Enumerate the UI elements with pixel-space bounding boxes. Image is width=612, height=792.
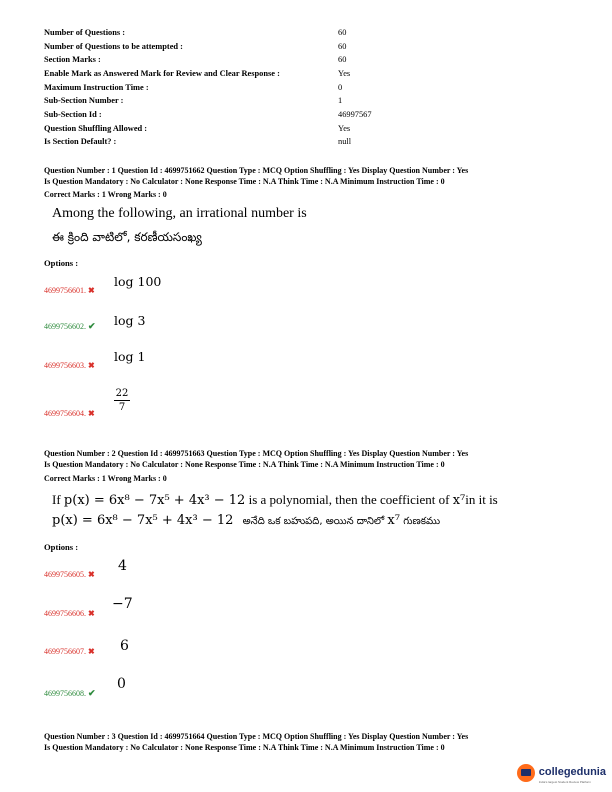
text-fragment: is a polynomial, then the coefficient of <box>248 492 450 507</box>
check-icon: ✔ <box>88 688 96 698</box>
option-id-text: 4699756604. <box>44 409 86 418</box>
polynomial: p(x) = 6x⁸ − 7x⁵ + 4x³ − 12 <box>52 513 234 528</box>
meta-value: 60 <box>338 42 347 51</box>
option-id-text: 4699756607. <box>44 647 86 656</box>
option-id <box>44 570 95 579</box>
option-id-text: 4699756606. <box>44 609 86 618</box>
option-id <box>44 361 95 370</box>
question-header: Question Number : 1 Question Id : 4699751662 Question Type : MCQ Option Shuffling : Yes Display Question Number : Yes <box>44 166 469 175</box>
meta-value: 0 <box>338 83 343 92</box>
question-marks: Correct Marks : 1 Wrong Marks : 0 <box>44 190 167 199</box>
term: x⁷ <box>452 493 466 508</box>
meta-value: 1 <box>338 96 343 105</box>
option-id-text: 4699756601. <box>44 286 86 295</box>
option-value: −7 <box>112 596 133 612</box>
meta-label: Enable Mark as Answered Mark for Review and Clear Response : <box>44 69 280 78</box>
option-value: log 3 <box>114 313 146 328</box>
polynomial: p(x) = 6x⁸ − 7x⁵ + 4x³ − 12 <box>63 493 246 508</box>
wrong-icon: ✖ <box>88 647 95 656</box>
wrong-icon: ✖ <box>88 286 95 295</box>
logo-tagline: India's largest Student Review Platform <box>538 780 592 784</box>
meta-value: Yes <box>338 124 351 133</box>
option-id-text: 4699756603. <box>44 361 86 370</box>
question-text-en <box>52 492 498 508</box>
option-fraction <box>114 388 130 413</box>
meta-value: 46997567 <box>338 110 372 119</box>
option-id <box>44 286 95 295</box>
option-id <box>44 321 96 332</box>
meta-label: Sub-Section Number : <box>44 96 124 105</box>
question-text-te <box>52 512 440 529</box>
text-fragment: in it is <box>465 492 498 507</box>
option-value: log 1 <box>114 349 146 364</box>
question-header: Question Number : 2 Question Id : 4699751663 Question Type : MCQ Option Shuffling : Yes Display Question Number : Yes <box>44 449 469 458</box>
option-id <box>44 409 95 418</box>
option-id <box>44 609 95 618</box>
option-id-text: 4699756605. <box>44 570 86 579</box>
option-id <box>44 647 95 656</box>
collegedunia-logo <box>517 762 606 784</box>
option-value: log 100 <box>114 274 162 289</box>
check-icon: ✔ <box>88 321 96 331</box>
meta-label: Question Shuffling Allowed : <box>44 124 148 133</box>
text-fragment: If <box>52 492 61 507</box>
option-value: 6 <box>120 638 129 654</box>
question-marks: Correct Marks : 1 Wrong Marks : 0 <box>44 474 167 483</box>
meta-label: Maximum Instruction Time : <box>44 83 149 92</box>
meta-value: 60 <box>338 28 347 37</box>
option-id-text: 4699756608. <box>44 689 86 698</box>
option-id-text: 4699756602. <box>44 322 86 331</box>
question-text-te: ఈ క్రింది వాటిలో, కరణీయసంఖ్య <box>52 230 202 244</box>
wrong-icon: ✖ <box>88 361 95 370</box>
wrong-icon: ✖ <box>88 409 95 418</box>
wrong-icon: ✖ <box>88 609 95 618</box>
options-label: Options : <box>44 258 79 268</box>
fraction-numerator: 22 <box>115 388 129 399</box>
text-fragment: గుణకము <box>403 516 441 527</box>
meta-value: Yes <box>338 69 351 78</box>
meta-label: Number of Questions : <box>44 28 126 37</box>
meta-value: null <box>338 137 352 146</box>
question-header: Is Question Mandatory : No Calculator : None Response Time : N.A Think Time : N.A Minimum Instruction Time : 0 <box>44 177 445 186</box>
logo-wordmark <box>539 762 606 784</box>
question-header: Question Number : 3 Question Id : 4699751664 Question Type : MCQ Option Shuffling : Yes Display Question Number : Yes <box>44 732 469 741</box>
logo-icon <box>517 764 535 782</box>
meta-label: Sub-Section Id : <box>44 110 102 119</box>
meta-label: Number of Questions to be attempted : <box>44 42 183 51</box>
logo-name: collegedunia <box>538 766 606 778</box>
option-id <box>44 688 96 699</box>
question-header: Is Question Mandatory : No Calculator : None Response Time : N.A Think Time : N.A Minimum Instruction Time : 0 <box>44 743 445 752</box>
option-value: 0 <box>117 676 126 692</box>
term: x⁷ <box>387 513 400 528</box>
option-value: 4 <box>118 558 127 574</box>
meta-value: 60 <box>338 55 347 64</box>
fraction-denominator: 7 <box>118 402 126 413</box>
question-text-en: Among the following, an irrational number is <box>52 206 307 221</box>
meta-label: Section Marks : <box>44 55 101 64</box>
options-label: Options : <box>44 542 79 552</box>
wrong-icon: ✖ <box>88 570 95 579</box>
question-header: Is Question Mandatory : No Calculator : None Response Time : N.A Think Time : N.A Minimum Instruction Time : 0 <box>44 460 445 469</box>
meta-label: Is Section Default? : <box>44 137 117 146</box>
text-fragment: అనేది ఒక బహుపది, అయిన దానిలో <box>242 516 385 527</box>
